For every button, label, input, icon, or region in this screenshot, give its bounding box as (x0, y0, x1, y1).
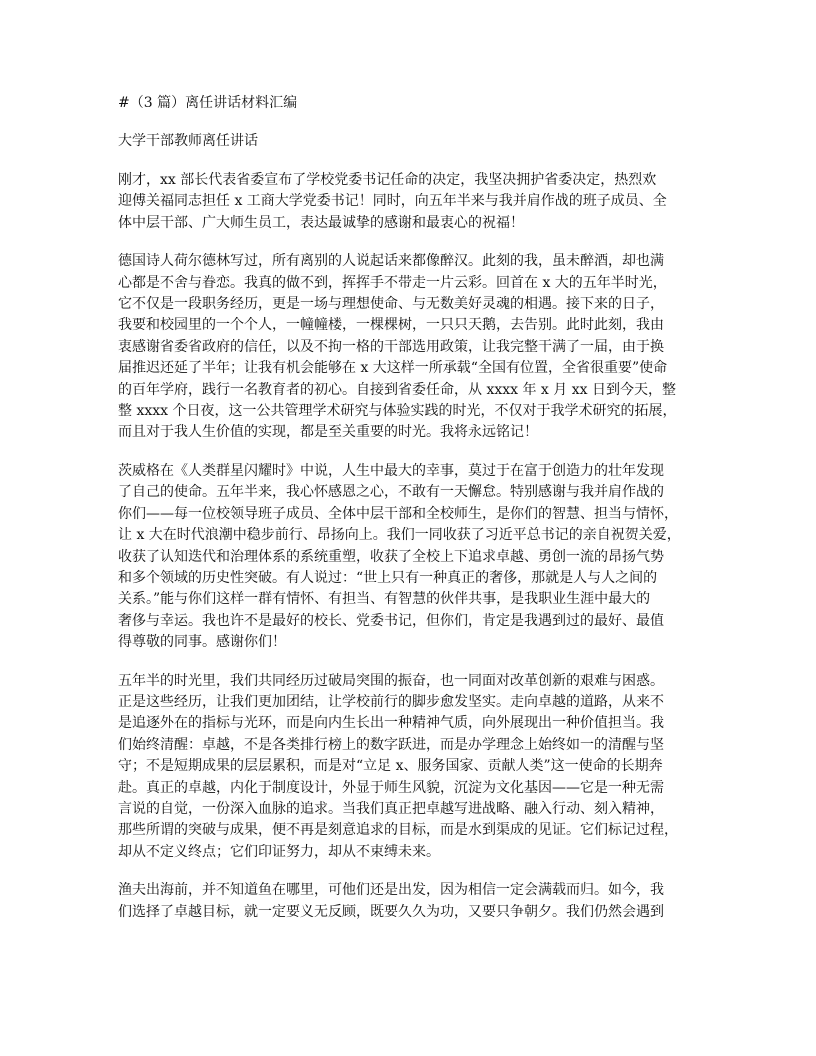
paragraph-line: 体中层干部、广大师生员工，表达最诚挚的感谢和最衷心的祝福！ (118, 214, 524, 231)
paragraph-line: 刚才，xx 部长代表省委宣布了学校党委书记任命的决定，我坚决拥护省委决定，热烈欢 (118, 172, 657, 188)
paragraph-line: 收获了认知迭代和治理体系的系统重塑，收获了全校上下追求卓越、勇创一流的昂扬气势 (118, 548, 664, 565)
paragraph (118, 170, 704, 234)
paragraph-line: 衷感谢省委省政府的信任，以及不拘一格的干部选用政策，让我完整干满了一届，由于换 (118, 338, 664, 355)
paragraph-line: 言说的自觉，一份深入血脉的追求。当我们真正把卓越写进战略、融入行动、刻入精神， (118, 800, 664, 817)
paragraph-line: 赴。真正的卓越，内化于制度设计，外显于师生风貌，沉淀为文化基因——它是一种无需 (118, 779, 664, 796)
paragraph-line: 让 x 大在时代浪潮中稳步前行、昂扬向上。我们一同收获了习近平总书记的亲自祝贺关爱， (118, 527, 681, 544)
paragraph (118, 251, 704, 444)
document-title: #（3 篇）离任讲话材料汇编 (118, 95, 298, 111)
paragraph-line: 你们——每一位校领导班子成员、全体中层干部和全校师生，是你们的智慧、担当与情怀， (118, 505, 678, 522)
paragraph-line: 而且对于我人生价值的实现，都是至关重要的时光。我将永远铭记！ (118, 424, 538, 441)
paragraph-line: 的百年学府，践行一名教育者的初心。自接到省委任命，从 xxxx 年 x 月 xx 日到今天，整 (118, 381, 676, 398)
paragraph-line: 它不仅是一段职务经历，更是一场与理想使命、与无数美好灵魂的相遇。接下来的日子， (118, 296, 664, 313)
paragraph-line: 得尊敬的同事。感谢你们！ (118, 634, 286, 651)
paragraph-line: 是追逐外在的指标与光环，而是向内生长出一种精神气质，向外展现出一种价值担当。我 (118, 715, 664, 732)
paragraph-line: 奢侈与幸运。我也许不是最好的校长、党委书记，但你们，肯定是我遇到过的最好、最值 (118, 612, 664, 629)
paragraph-line: 和多个领域的历史性突破。有人说过：“世上只有一种真正的奢侈，那就是人与人之间的 (118, 569, 658, 586)
paragraph-line: 届推迟还延了半年；让我有机会能够在 x 大这样一所承载“全国有位置，全省很重要”使命 (118, 360, 668, 377)
paragraph-line: 关系。”能与你们这样一群有情怀、有担当、有智慧的伙伴共事，是我职业生涯中最大的 (118, 591, 651, 608)
paragraph (118, 461, 704, 654)
paragraph (118, 671, 704, 864)
paragraph-line: 们选择了卓越目标，就一定要义无反顾，既要久久为功，又要只争朝夕。我们仍然会遇到 (118, 903, 664, 920)
paragraph-line: 心都是不舍与眷恋。我真的做不到，挥挥手不带走一片云彩。回首在 x 大的五年半时光， (118, 274, 667, 291)
paragraph-line: 德国诗人荷尔德林写过，所有离别的人说起话来都像醉汉。此刻的我，虽未醉酒，却也满 (118, 253, 664, 270)
paragraph-line: 我要和校园里的一个个人，一幢幢楼，一棵棵树，一只只天鹅，去告别。此时此刻，我由 (118, 317, 664, 334)
paragraph-line: 们始终清醒：卓越，不是各类排行榜上的数字跃进，而是办学理念上始终如一的清醒与坚 (118, 736, 664, 753)
paragraph (118, 880, 704, 923)
paragraph-line: 却从不定义终点；它们印证努力，却从不束缚未来。 (118, 843, 440, 860)
document-subtitle: 大学干部教师离任讲话 (118, 133, 258, 149)
document-body (118, 170, 704, 923)
paragraph-line: 五年半的时光里，我们共同经历过破局突围的振奋，也一同面对改革创新的艰难与困惑。 (118, 672, 664, 689)
document-page (118, 92, 704, 923)
paragraph-line: 了自己的使命。五年半来，我心怀感恩之心，不敢有一天懈怠。特别感谢与我并肩作战的 (118, 484, 664, 501)
paragraph-line: 迎傅关福同志担任 x 工商大学党委书记！同时，向五年半来与我并肩作战的班子成员、全 (118, 193, 667, 210)
paragraph-line: 那些所谓的突破与成果，便不再是刻意追求的目标，而是水到渠成的见证。它们标记过程， (118, 822, 678, 839)
paragraph-line: 渔夫出海前，并不知道鱼在哪里，可他们还是出发，因为相信一定会满载而归。如今，我 (118, 882, 664, 899)
paragraph-line: 整 xxxx 个日夜，这一公共管理学术研究与体验实践的时光，不仅对于我学术研究的拓展， (118, 403, 677, 420)
paragraph-line: 茨威格在《人类群星闪耀时》中说，人生中最大的幸事，莫过于在富于创造力的壮年发现 (118, 462, 664, 479)
paragraph-line: 正是这些经历，让我们更加团结，让学校前行的脚步愈发坚实。走向卓越的道路，从来不 (118, 693, 664, 710)
paragraph-line: 守；不是短期成果的层层累积，而是对“立足 x、服务国家、贡献人类”这一使命的长期奔 (118, 758, 663, 775)
